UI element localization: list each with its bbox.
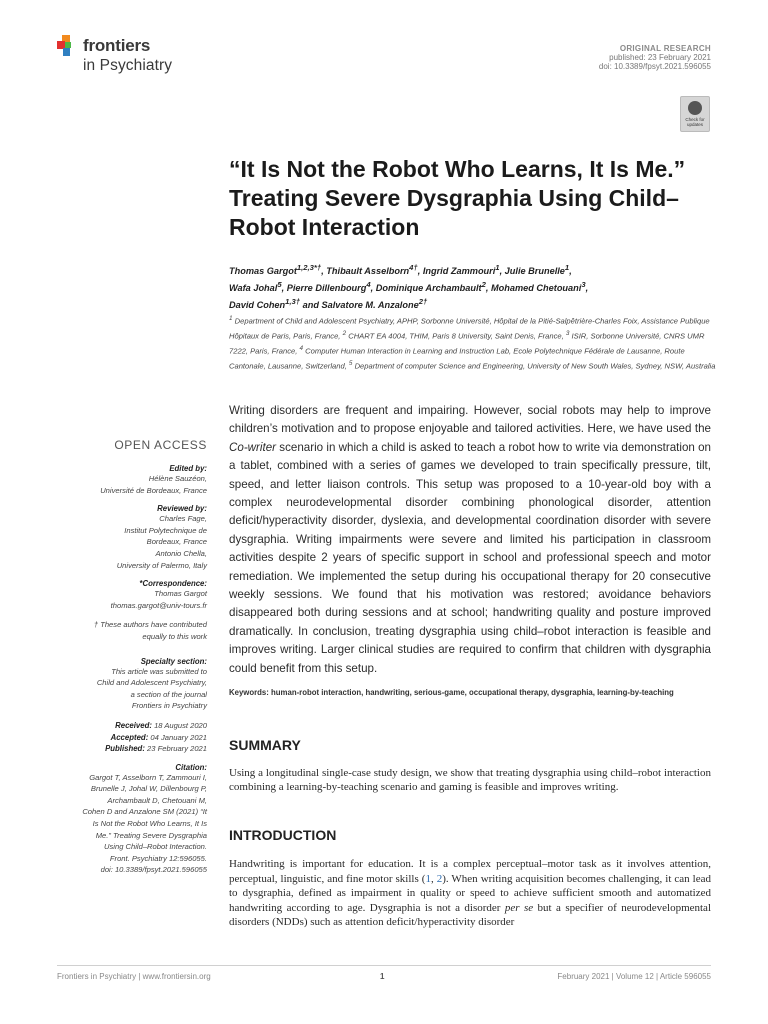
reviewer-line: Bordeaux, France	[146, 537, 207, 547]
abstract	[229, 402, 711, 678]
received-value: 18 August 2020	[154, 720, 207, 730]
author-sup: 3	[581, 280, 586, 290]
specialty-line: This article was submitted to	[111, 666, 207, 676]
author-name[interactable]: Julie Brunelle	[504, 266, 565, 277]
affiliation: Department of computer Science and Engineering, University of New South Wales, Sydney, NSW, Australia	[354, 361, 716, 371]
affil-sup: 2	[342, 330, 347, 338]
citation-label: Citation:	[175, 762, 207, 772]
check-for-updates-label: Check for updates	[685, 117, 705, 127]
accepted-label: Accepted:	[110, 732, 149, 742]
abstract-text: scenario in which a child is asked to teach a robot how to write via demonstration on a tablet, combined with a series of games we developed to train specifically pressure, tilt, speed, and letter liaison controls. This setup was proposed to a 10-year-old boy with a complex neurodevelopmental disorder combining phonological disorder, attention deficit/hyperactivity disorder, dyslexia, and developmental coordination disorder with severe dysgraphia. Writing impairments were severe and limited his participation in classroom activities despite 2 years of specific support in school and professional speech and motor remediation. We implemented the setup during his occupational therapy for 20 consecutive weekly sessions. We found that his motivation was restored; avoidance behaviors disappeared both during sessions and at school; handwriting quality and posture improved dramatically. In conclusion, treating dysgraphia using child–robot interaction is feasible and improves writing. Larger clinical studies are required to confirm that children with dysgraphia could benefit from this setup.	[229, 440, 711, 675]
published-sidebar-date	[57, 743, 207, 755]
intro-text: Handwriting is important for education. It is a complex perceptual–motor task as it involves attention, perceptual, linguistic, and fine motor skills (	[229, 858, 711, 885]
correspondence-block	[57, 579, 207, 611]
intro-text: ). When writing acquisition becomes challenging, it can lead to dysgraphia, defined as impairment in quality or speed to achieve sufficient smooth and automatized handwriting according to age. Dysgraphia is not a disorder	[229, 872, 712, 914]
author-name[interactable]: Wafa Johal	[229, 283, 278, 294]
edited-by-block	[57, 464, 207, 496]
author-sup: 5	[277, 280, 282, 290]
author-sup: 1	[564, 263, 570, 272]
affil-sup: 4	[299, 345, 304, 353]
edited-by-label: Edited by:	[169, 464, 207, 473]
equal-contribution-note	[57, 619, 207, 642]
article-meta	[599, 44, 711, 71]
citation-line: Cohen D and Anzalone SM (2021) “It	[82, 807, 207, 817]
published-date: published: 23 February 2021	[609, 53, 711, 62]
abstract-emphasis: Co-writer	[229, 440, 277, 454]
author-sup: 2†	[418, 297, 428, 307]
citation-line: Is Not the Robot Who Learns, It Is	[92, 819, 207, 829]
author-sup: 4†	[409, 263, 418, 272]
published-label: Published:	[105, 744, 145, 754]
citation-link[interactable]: 1	[425, 872, 431, 885]
citation-link[interactable]: 2	[436, 872, 443, 885]
published-value: 23 February 2021	[147, 744, 207, 754]
specialty-line: a section of the journal	[130, 689, 207, 699]
introduction-heading: INTRODUCTION	[229, 827, 337, 843]
reviewer-line: University of Palermo, Italy	[116, 560, 207, 570]
author-name[interactable]: Pierre Dillenbourg	[286, 283, 367, 294]
logo-word-frontiers: frontiers	[83, 36, 151, 55]
author-name[interactable]: Ingrid Zammouri	[422, 266, 496, 277]
check-for-updates-button[interactable]	[680, 96, 710, 132]
article-title: “It Is Not the Robot Who Learns, It Is Me.” Treating Severe Dysgraphia Using Child–Robot Interaction	[229, 156, 686, 240]
summary-text: Using a longitudinal single-case study design, we show that treating dysgraphia using child–robot interaction combining a learning-by-teaching scenario and gaming is feasible and improves writing.	[229, 767, 711, 794]
author-list: Thomas Gargot$^{1,2,3*\dagger}$, Thibault Asselborn$^{4\dagger}$, Ingrid Zammouri$^1$, Julie Brunelle$^1$, Wafa Johal$^5$, Pierre Dillenbourg$^4$, Dominique Archambault$^2$, Mohamed Chetouani$^3$, David Cohen$^{1,3\dagger}$ and Salvatore M. Anzalone$^{2\dagger}$	[229, 263, 589, 311]
accepted-value: 04 January 2021	[150, 732, 207, 742]
keywords: Keywords: human-robot interaction, handwriting, serious-game, occupational therapy, dysgraphia, learning-by-teaching	[229, 688, 674, 697]
author-sup: 1,3†	[285, 297, 301, 307]
received-label: Received:	[115, 720, 152, 730]
frontiers-logo-icon	[57, 35, 79, 57]
author-name[interactable]: Dominique Archambault	[375, 283, 482, 294]
dates-block	[57, 720, 207, 755]
specialty-label: Specialty section:	[140, 656, 207, 666]
equal-note-line: † These authors have contributed	[93, 620, 207, 630]
affiliations	[229, 313, 719, 373]
footer-journal-link[interactable]: Frontiers in Psychiatry | www.frontiersin.org	[57, 972, 211, 981]
author-name[interactable]: Thomas Gargot	[229, 266, 297, 277]
reviewer-line: Institut Polytechnique de	[124, 525, 207, 535]
intro-text: but a specifier of neurodevelopmental disorders (NDDs) such as attention deficit/hyperactivity disorder	[229, 901, 711, 929]
journal-logo[interactable]	[57, 33, 197, 81]
citation-sep: ,	[430, 872, 437, 885]
abstract-text: Writing disorders are frequent and impairing. However, social robots may help to improve children’s motivation and to propose enjoyable and tailored activities. Here, we have used the	[229, 404, 711, 436]
doi-link[interactable]: doi: 10.3389/fpsyt.2021.596055	[598, 62, 711, 71]
affil-sup: 5	[348, 360, 353, 368]
author-name[interactable]: Salvatore M. Anzalone	[321, 300, 419, 311]
reviewed-by-label: Reviewed by:	[157, 504, 207, 514]
intro-emphasis: per se	[504, 901, 534, 914]
citation-block	[57, 763, 207, 876]
correspondence-name: Thomas Gargot	[154, 589, 207, 599]
logo-word-journal: in Psychiatry	[83, 57, 173, 74]
introduction-text	[229, 857, 711, 930]
affil-sup: 3	[565, 330, 570, 338]
affil-sup: 1	[229, 315, 233, 322]
summary-heading: SUMMARY	[229, 737, 301, 753]
equal-note-line: equally to this work	[142, 631, 207, 641]
correspondence-email[interactable]: thomas.gargot@univ-tours.fr	[110, 600, 207, 610]
author-sup: 1	[495, 263, 500, 272]
specialty-block	[57, 657, 207, 712]
author-sup: 2	[481, 280, 486, 290]
editor-line: Université de Bordeaux, France	[100, 485, 207, 495]
correspondence-label: *Correspondence:	[139, 579, 207, 589]
affiliation: Department of Child and Adolescent Psychiatry, APHP, Sorbonne Université, Hôpital de la Pitié-Salpêtrière-Charles Foix, Assistance Publique Hôpitaux de Paris, Paris, France,	[229, 316, 710, 341]
editor-line: Hélène Sauzéon,	[148, 474, 207, 483]
citation-doi[interactable]: doi: 10.3389/fpsyt.2021.596055	[100, 865, 207, 875]
author-name[interactable]: Thibault Asselborn	[326, 266, 410, 277]
specialty-line: Frontiers in Psychiatry	[131, 701, 207, 711]
affiliation: CHART EA 4004, THIM, Paris 8 University, Saint Denis, France,	[348, 331, 564, 341]
received-date	[57, 720, 207, 732]
footer-issue-info: February 2021 | Volume 12 | Article 596055	[557, 972, 711, 981]
author-sup: 4	[366, 280, 371, 290]
reviewer-line: Antonio Chella,	[155, 548, 207, 558]
citation-line: Using Child–Robot Interaction.	[104, 842, 207, 852]
accepted-date	[57, 732, 207, 744]
reviewed-by-block	[57, 504, 207, 571]
footer-divider	[57, 965, 711, 966]
affiliation: ISIR, Sorbonne Université, CNRS UMR 7222, Paris, France,	[229, 331, 705, 356]
article-sidebar	[57, 438, 207, 884]
affiliation: Computer Human Interaction in Learning and Instruction Lab, Ecole Polytechnique Fédérale de Lausanne, Route Cantonale, Lausanne, Switzerland,	[229, 346, 685, 371]
citation-line: Front. Psychiatry 12:596055.	[109, 853, 207, 863]
update-badge-icon	[688, 101, 702, 115]
citation-line: Brunelle J, Johal W, Dillenbourg P,	[90, 784, 207, 794]
citation-line: Archambault D, Chetouani M,	[107, 795, 207, 805]
citation-line: Me.” Treating Severe Dysgraphia	[95, 830, 207, 840]
specialty-line: Child and Adolescent Psychiatry,	[96, 678, 207, 688]
author-name[interactable]: David Cohen	[229, 300, 286, 311]
open-access-label: OPEN ACCESS	[114, 438, 207, 452]
reviewer-line: Charles Fage,	[159, 514, 207, 524]
page-number: 1	[380, 972, 385, 981]
author-sup: 1,2,3*†	[296, 263, 322, 272]
article-type: ORIGINAL RESEARCH	[619, 44, 711, 53]
author-name[interactable]: Mohamed Chetouani	[490, 283, 582, 294]
citation-line: Gargot T, Asselborn T, Zammouri I,	[89, 772, 207, 782]
